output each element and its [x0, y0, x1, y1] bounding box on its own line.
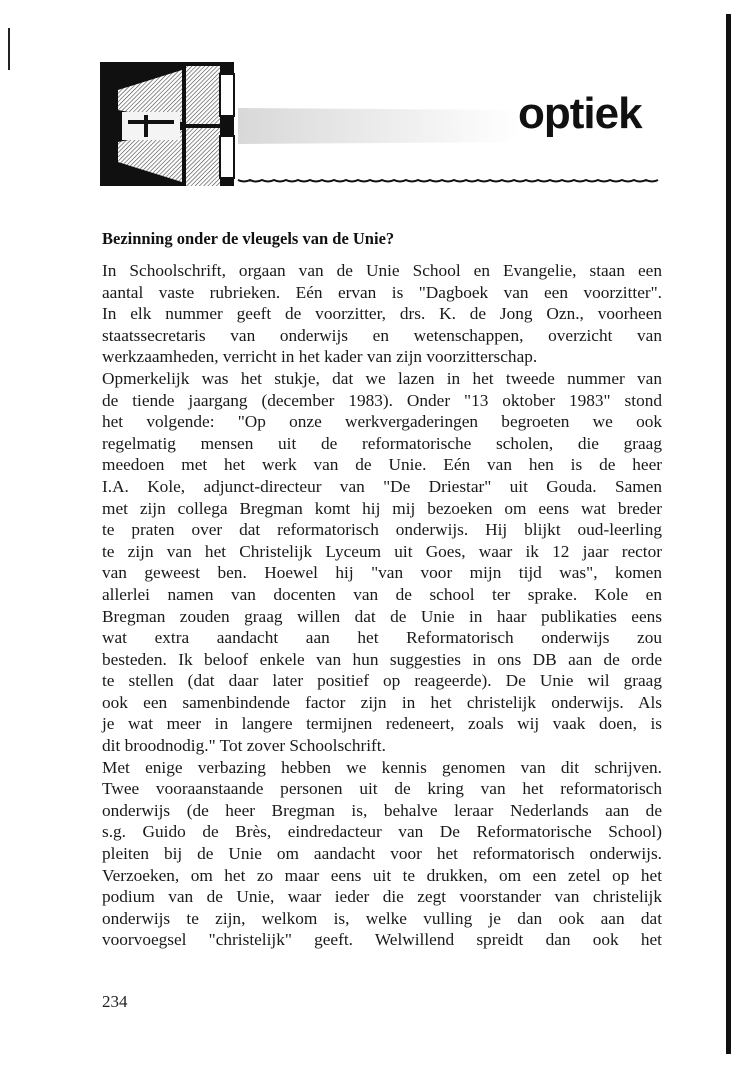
- text-line: allerlei namen van docenten van de school ter sprake. Kole en: [102, 584, 662, 604]
- paragraph: [102, 757, 662, 951]
- paragraph: [102, 368, 662, 757]
- text-line: onderwijs te zijn, welkom is, welke vulling je dan ook aan dat: [102, 908, 662, 928]
- text-line: te praten over dat reformatorisch onderwijs. Hij blijkt oud-leerling: [102, 520, 662, 540]
- text-line: pleiten bij de Unie om aandacht voor het reformatorisch onderwijs.: [102, 844, 662, 864]
- text-line: Bregman zouden graag willen dat de Unie in haar publikaties eens: [102, 606, 662, 626]
- text-line: het volgende: "Op onze werkvergaderingen begroeten we ook: [102, 412, 662, 432]
- page-binding-edge: [726, 14, 731, 1054]
- text-line: wat extra aandacht aan het Reformatorisch onderwijs zou: [102, 628, 662, 648]
- text-line: voorvoegsel "christelijk" geeft. Welwillend spreidt dan ook het: [102, 930, 662, 950]
- text-line: s.g. Guido de Brès, eindredacteur van De Reformatorische School): [102, 822, 662, 842]
- text-line: van geweest ben. Hoewel hij "van voor mijn tijd was", komen: [102, 563, 662, 583]
- text-line: je wat meer in langere termijnen redeneert, zoals wij vaak doen, is: [102, 714, 662, 734]
- text-line: de tiende jaargang (december 1983). Onder "13 oktober 1983" stond: [102, 390, 662, 410]
- text-line: onderwijs (de heer Bregman is, behalve leraar Nederlands aan de: [102, 800, 662, 820]
- text-line: Verzoeken, om het zo maar eens uit te drukken, om een zetel op het: [102, 865, 662, 885]
- page-number: 234: [102, 992, 128, 1011]
- text-line: meedoen met het werk van de Unie. Eén van hen is de heer: [102, 455, 662, 475]
- text-line: werkzaamheden, verricht in het kader van zijn voorzitterschap.: [102, 347, 538, 367]
- text-line: In elk nummer geeft de voorzitter, drs. K. de Jong Ozn., voorheen: [102, 304, 662, 324]
- article-paragraphs: [102, 260, 662, 951]
- text-line: aantal vaste rubrieken. Eén ervan is "Dagboek van een voorzitter".: [102, 282, 662, 302]
- page-edge-mark: [8, 28, 10, 70]
- article-body: [102, 228, 662, 951]
- text-line: besteden. Ik beloof enkele van hun suggesties in ons DB aan de orde: [102, 649, 662, 669]
- text-line: podium van de Unie, waar ieder die zegt voorstander van christelijk: [102, 887, 662, 907]
- text-line: met zijn collega Bregman komt hij mij bezoeken om eens wat breder: [102, 498, 662, 518]
- text-line: staatssecretaris van onderwijs en wetenschappen, overzicht van: [102, 325, 662, 345]
- text-line: In Schoolschrift, orgaan van de Unie School en Evangelie, staan een: [102, 261, 662, 280]
- article-headline: Bezinning onder de vleugels van de Unie?: [102, 229, 395, 248]
- section-title: optiek: [518, 89, 642, 138]
- text-line: ook een samenbindende factor zijn in het christelijk onderwijs. Als: [102, 692, 662, 712]
- text-line: te stellen (dat daar later positief op reageerde). De Unie wil graag: [102, 671, 662, 691]
- text-line: te zijn van het Christelijk Lyceum uit Goes, waar ik 12 jaar rector: [102, 541, 662, 561]
- text-line: Opmerkelijk was het stukje, dat we lazen in het tweede nummer van: [102, 368, 662, 388]
- text-line: regelmatig mensen uit de reformatorische scholen, die graag: [102, 433, 662, 453]
- paragraph: [102, 260, 662, 368]
- text-line: Met enige verbazing hebben we kennis genomen van dit schrijven.: [102, 757, 662, 777]
- text-line: Twee vooraanstaande personen uit de kring van het reformatorisch: [102, 779, 662, 799]
- text-line: dit broodnodig." Tot zover Schoolschrift.: [102, 736, 386, 756]
- text-line: I.A. Kole, adjunct-directeur van "De Driestar" uit Gouda. Samen: [102, 476, 662, 496]
